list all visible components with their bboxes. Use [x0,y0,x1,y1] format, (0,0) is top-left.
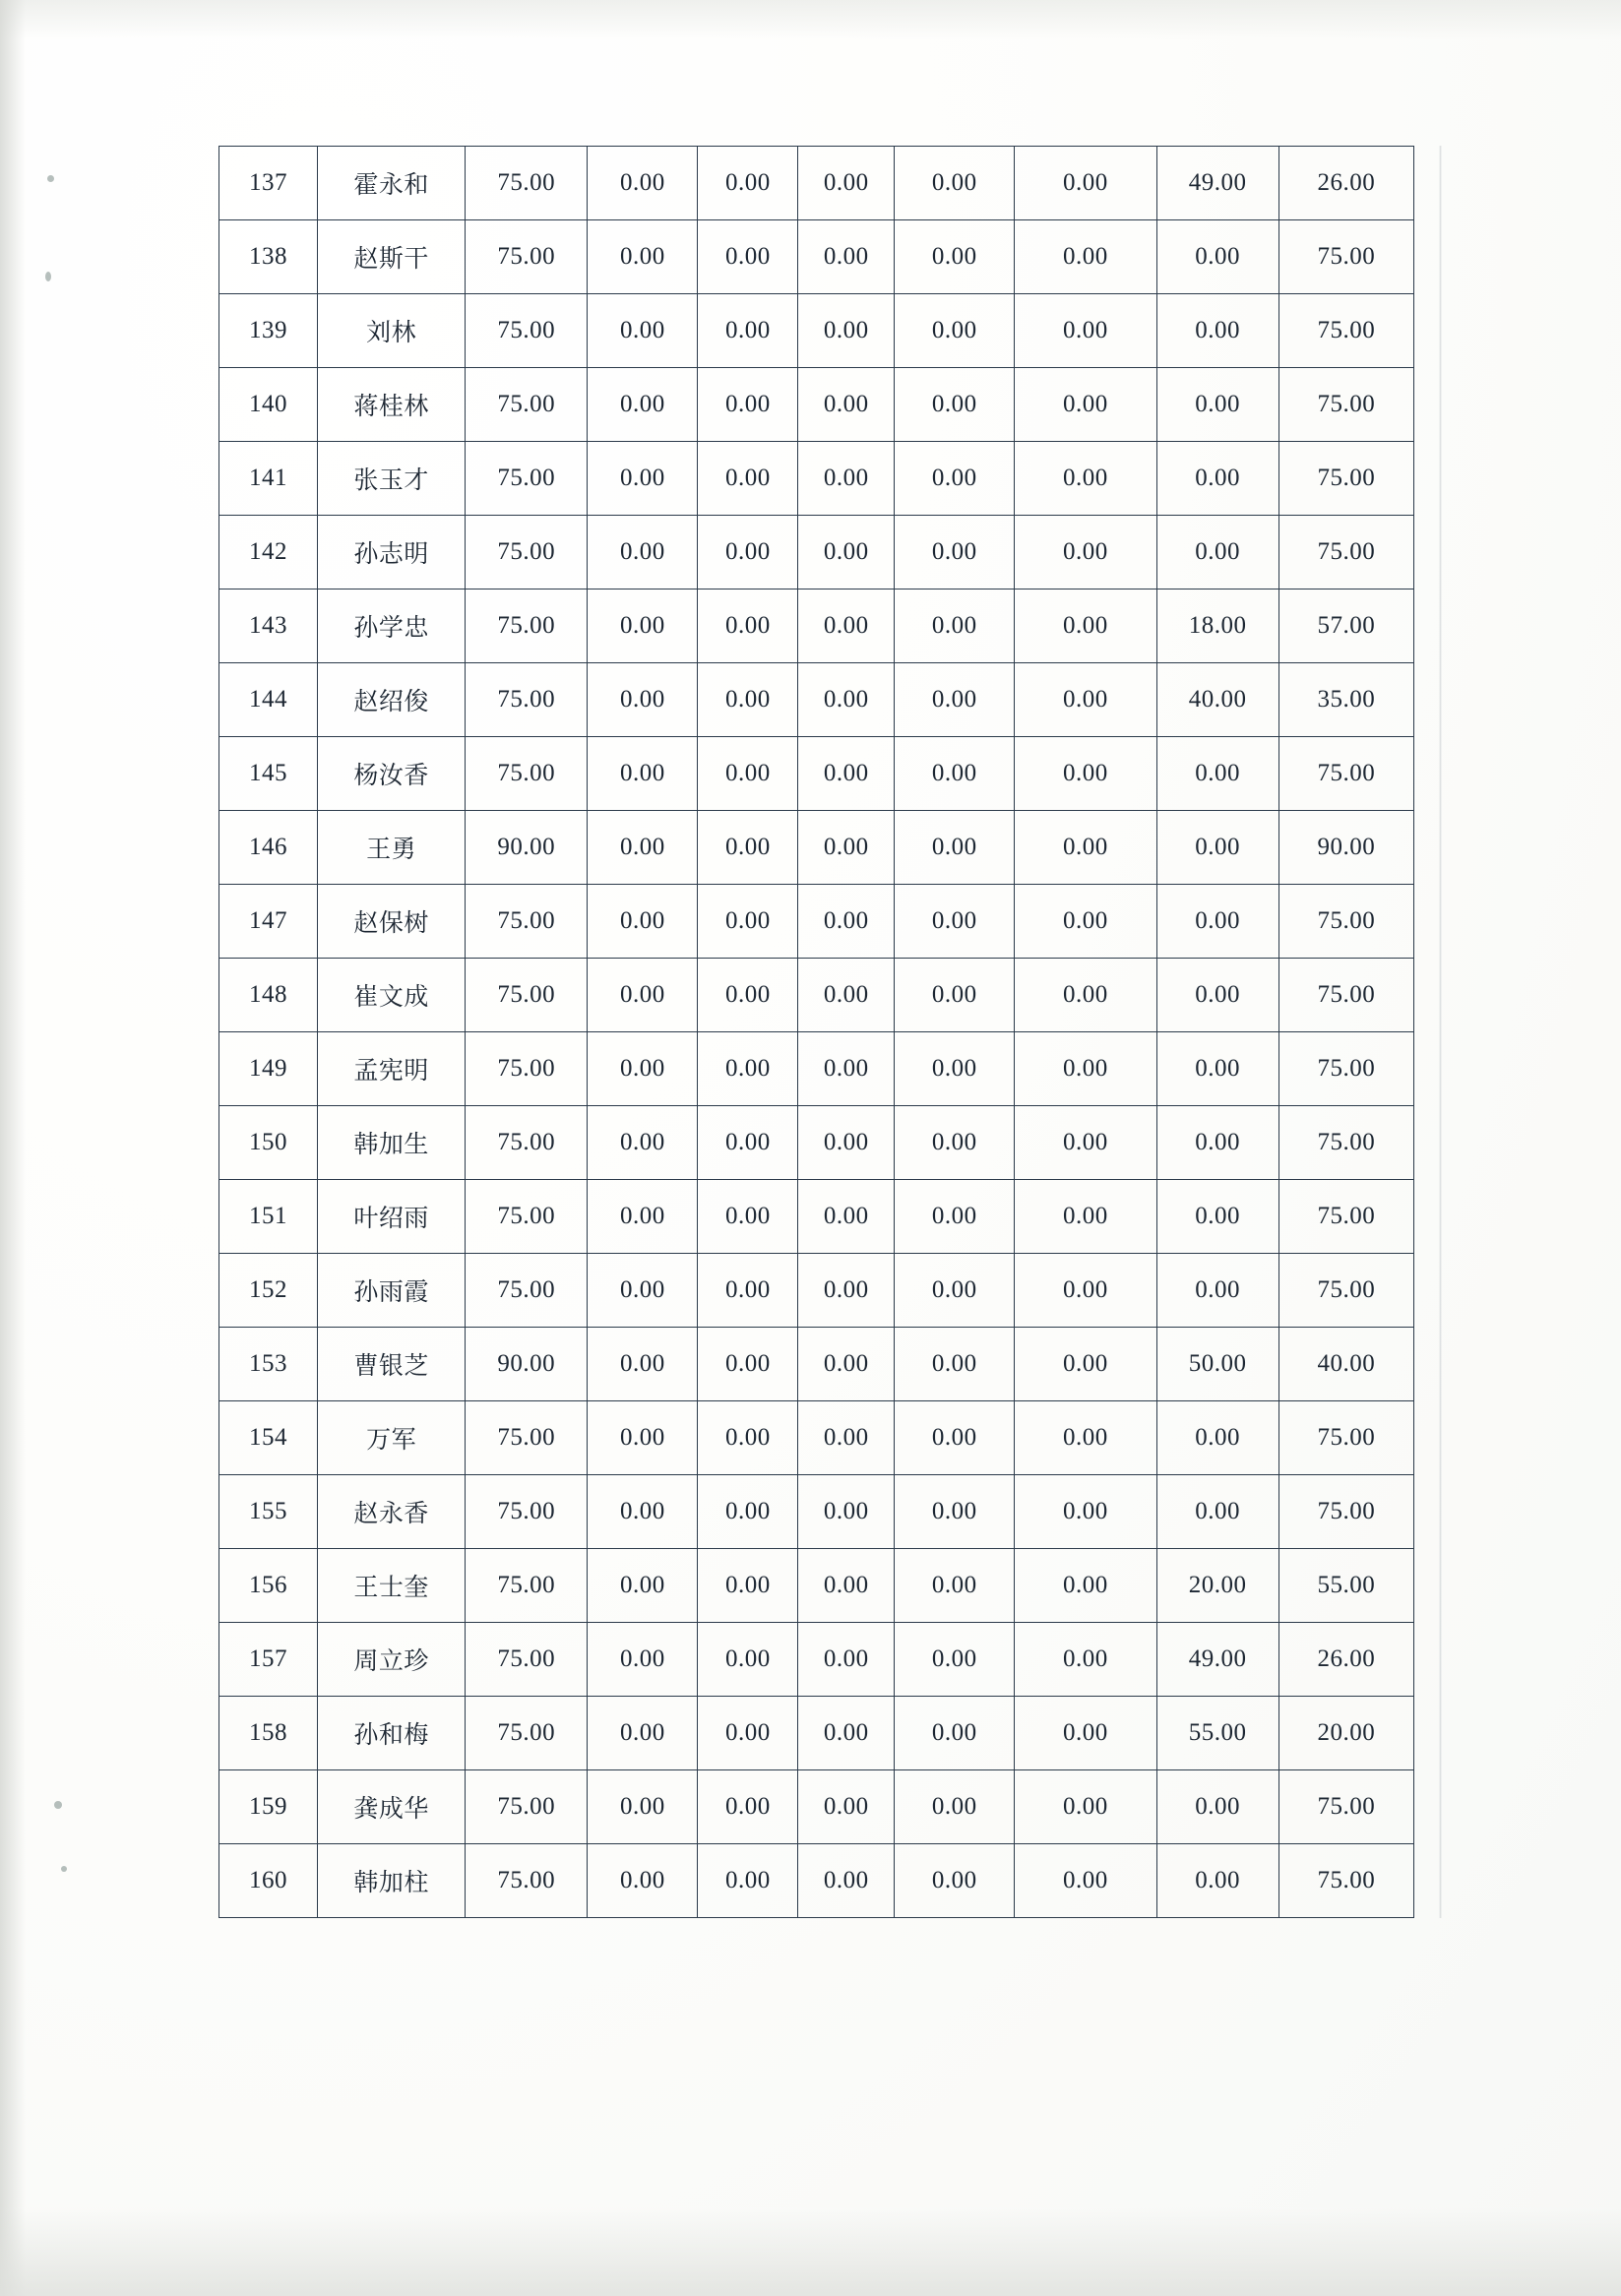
row-value-4: 0.00 [798,1032,895,1106]
row-value-4: 0.00 [798,147,895,220]
row-name: 刘林 [317,294,465,368]
row-value-7: 0.00 [1156,1770,1278,1844]
row-value-8: 26.00 [1278,1623,1413,1697]
table-row [219,1401,1414,1475]
row-value-6: 0.00 [1015,220,1156,294]
row-value-4: 0.00 [798,1475,895,1549]
table-row [219,1032,1414,1106]
row-value-1: 75.00 [466,1623,588,1697]
row-value-6: 0.00 [1015,959,1156,1032]
row-value-5: 0.00 [895,1697,1015,1770]
row-value-1: 90.00 [466,1328,588,1401]
row-value-2: 0.00 [588,1180,698,1254]
row-name: 赵保树 [317,885,465,959]
row-value-8: 75.00 [1278,1106,1413,1180]
row-index: 137 [219,147,318,220]
row-value-8: 75.00 [1278,959,1413,1032]
row-value-5: 0.00 [895,663,1015,737]
row-value-8: 75.00 [1278,516,1413,590]
row-value-1: 75.00 [466,959,588,1032]
row-value-5: 0.00 [895,590,1015,663]
row-value-1: 75.00 [466,1254,588,1328]
row-value-2: 0.00 [588,1623,698,1697]
row-value-6: 0.00 [1015,1401,1156,1475]
row-value-6: 0.00 [1015,1106,1156,1180]
row-value-8: 75.00 [1278,1254,1413,1328]
row-value-1: 75.00 [466,442,588,516]
row-value-7: 0.00 [1156,368,1278,442]
row-value-5: 0.00 [895,442,1015,516]
scan-edge-shadow-top [0,0,1621,39]
row-value-3: 0.00 [698,1770,798,1844]
row-name: 韩加柱 [317,1844,465,1918]
row-value-7: 55.00 [1156,1697,1278,1770]
row-value-6: 0.00 [1015,811,1156,885]
row-value-2: 0.00 [588,1032,698,1106]
row-value-1: 75.00 [466,368,588,442]
row-value-1: 75.00 [466,663,588,737]
table-row [219,1549,1414,1623]
row-name: 王勇 [317,811,465,885]
row-name: 叶绍雨 [317,1180,465,1254]
row-value-7: 0.00 [1156,1401,1278,1475]
row-value-3: 0.00 [698,1475,798,1549]
row-value-5: 0.00 [895,737,1015,811]
row-name: 霍永和 [317,147,465,220]
row-value-1: 75.00 [466,516,588,590]
table-row [219,1697,1414,1770]
row-name: 韩加生 [317,1106,465,1180]
row-value-7: 0.00 [1156,811,1278,885]
row-index: 147 [219,885,318,959]
row-index: 140 [219,368,318,442]
row-value-3: 0.00 [698,1032,798,1106]
row-value-4: 0.00 [798,1770,895,1844]
row-index: 144 [219,663,318,737]
row-value-2: 0.00 [588,737,698,811]
row-value-3: 0.00 [698,442,798,516]
row-name: 蒋桂林 [317,368,465,442]
row-value-1: 75.00 [466,737,588,811]
row-value-6: 0.00 [1015,1770,1156,1844]
row-value-8: 75.00 [1278,1770,1413,1844]
row-value-2: 0.00 [588,1328,698,1401]
row-index: 150 [219,1106,318,1180]
row-value-1: 75.00 [466,1106,588,1180]
row-value-4: 0.00 [798,1254,895,1328]
payment-table-body [219,147,1414,1918]
row-name: 曹银芝 [317,1328,465,1401]
row-index: 160 [219,1844,318,1918]
table-row [219,1844,1414,1918]
row-value-2: 0.00 [588,1844,698,1918]
row-value-5: 0.00 [895,368,1015,442]
row-value-7: 0.00 [1156,516,1278,590]
row-value-1: 75.00 [466,1475,588,1549]
table-row [219,1475,1414,1549]
row-value-1: 90.00 [466,811,588,885]
row-index: 155 [219,1475,318,1549]
row-value-3: 0.00 [698,1254,798,1328]
table-row [219,663,1414,737]
row-value-1: 75.00 [466,1770,588,1844]
row-value-8: 20.00 [1278,1697,1413,1770]
row-value-6: 0.00 [1015,1475,1156,1549]
row-value-7: 0.00 [1156,1475,1278,1549]
row-value-5: 0.00 [895,1106,1015,1180]
row-value-2: 0.00 [588,1549,698,1623]
table-row [219,368,1414,442]
row-value-2: 0.00 [588,516,698,590]
row-name: 孙志明 [317,516,465,590]
row-index: 153 [219,1328,318,1401]
table-row [219,516,1414,590]
row-value-1: 75.00 [466,294,588,368]
table-row [219,737,1414,811]
row-value-4: 0.00 [798,220,895,294]
row-value-6: 0.00 [1015,294,1156,368]
row-index: 148 [219,959,318,1032]
row-value-1: 75.00 [466,1032,588,1106]
row-value-3: 0.00 [698,1844,798,1918]
row-value-4: 0.00 [798,1844,895,1918]
row-value-6: 0.00 [1015,1844,1156,1918]
row-value-3: 0.00 [698,959,798,1032]
row-value-2: 0.00 [588,590,698,663]
row-value-2: 0.00 [588,1401,698,1475]
scan-speck [61,1866,67,1872]
row-value-8: 75.00 [1278,885,1413,959]
row-index: 141 [219,442,318,516]
row-value-5: 0.00 [895,885,1015,959]
row-value-5: 0.00 [895,959,1015,1032]
row-value-5: 0.00 [895,220,1015,294]
row-value-1: 75.00 [466,1180,588,1254]
row-value-1: 75.00 [466,1549,588,1623]
row-value-3: 0.00 [698,516,798,590]
row-name: 赵斯干 [317,220,465,294]
row-value-2: 0.00 [588,1770,698,1844]
row-index: 138 [219,220,318,294]
row-value-4: 0.00 [798,442,895,516]
row-value-7: 0.00 [1156,1180,1278,1254]
row-index: 152 [219,1254,318,1328]
row-value-6: 0.00 [1015,663,1156,737]
row-value-8: 75.00 [1278,368,1413,442]
row-value-4: 0.00 [798,294,895,368]
row-value-4: 0.00 [798,1549,895,1623]
row-value-7: 0.00 [1156,737,1278,811]
row-value-8: 75.00 [1278,1032,1413,1106]
row-value-7: 0.00 [1156,1106,1278,1180]
row-value-7: 0.00 [1156,1254,1278,1328]
row-value-3: 0.00 [698,1623,798,1697]
row-value-7: 50.00 [1156,1328,1278,1401]
row-value-3: 0.00 [698,811,798,885]
row-name: 万军 [317,1401,465,1475]
row-value-4: 0.00 [798,737,895,811]
scan-speck [47,175,54,182]
row-value-3: 0.00 [698,1549,798,1623]
row-value-7: 49.00 [1156,147,1278,220]
scan-speck [45,272,51,281]
row-value-3: 0.00 [698,1106,798,1180]
row-value-2: 0.00 [588,959,698,1032]
row-value-4: 0.00 [798,1180,895,1254]
row-value-6: 0.00 [1015,1549,1156,1623]
row-value-7: 0.00 [1156,1844,1278,1918]
row-value-4: 0.00 [798,959,895,1032]
row-value-6: 0.00 [1015,1623,1156,1697]
row-value-3: 0.00 [698,737,798,811]
row-value-5: 0.00 [895,1549,1015,1623]
row-index: 159 [219,1770,318,1844]
row-value-2: 0.00 [588,811,698,885]
row-value-5: 0.00 [895,1180,1015,1254]
row-value-6: 0.00 [1015,1032,1156,1106]
row-value-1: 75.00 [466,1844,588,1918]
table-row [219,885,1414,959]
row-index: 139 [219,294,318,368]
row-value-5: 0.00 [895,811,1015,885]
row-value-8: 75.00 [1278,1401,1413,1475]
row-name: 孟宪明 [317,1032,465,1106]
row-value-4: 0.00 [798,1401,895,1475]
row-name: 崔文成 [317,959,465,1032]
table-row [219,1180,1414,1254]
row-value-4: 0.00 [798,1697,895,1770]
row-value-3: 0.00 [698,147,798,220]
table-row [219,590,1414,663]
row-value-8: 75.00 [1278,220,1413,294]
row-value-8: 40.00 [1278,1328,1413,1401]
row-value-8: 57.00 [1278,590,1413,663]
row-value-3: 0.00 [698,1180,798,1254]
table-row [219,147,1414,220]
scan-edge-shadow-bottom [0,2207,1621,2296]
row-value-6: 0.00 [1015,368,1156,442]
row-value-7: 0.00 [1156,442,1278,516]
row-value-2: 0.00 [588,1697,698,1770]
row-value-6: 0.00 [1015,885,1156,959]
row-value-8: 35.00 [1278,663,1413,737]
row-value-4: 0.00 [798,811,895,885]
row-value-3: 0.00 [698,1401,798,1475]
row-value-8: 75.00 [1278,1475,1413,1549]
table-row [219,811,1414,885]
row-index: 149 [219,1032,318,1106]
row-value-2: 0.00 [588,1254,698,1328]
row-value-4: 0.00 [798,590,895,663]
row-value-2: 0.00 [588,1106,698,1180]
row-value-8: 75.00 [1278,737,1413,811]
row-value-6: 0.00 [1015,590,1156,663]
row-name: 杨汝香 [317,737,465,811]
row-value-6: 0.00 [1015,516,1156,590]
row-value-6: 0.00 [1015,737,1156,811]
row-value-3: 0.00 [698,1328,798,1401]
row-index: 158 [219,1697,318,1770]
row-value-5: 0.00 [895,147,1015,220]
row-value-2: 0.00 [588,220,698,294]
row-value-5: 0.00 [895,1328,1015,1401]
row-value-4: 0.00 [798,1106,895,1180]
row-value-8: 90.00 [1278,811,1413,885]
row-name: 赵永香 [317,1475,465,1549]
row-value-7: 20.00 [1156,1549,1278,1623]
row-value-5: 0.00 [895,516,1015,590]
row-value-4: 0.00 [798,885,895,959]
row-value-1: 75.00 [466,1697,588,1770]
row-value-8: 75.00 [1278,294,1413,368]
row-value-6: 0.00 [1015,1697,1156,1770]
row-name: 赵绍俊 [317,663,465,737]
payment-table-grid [218,146,1414,1918]
row-value-6: 0.00 [1015,147,1156,220]
table-row [219,1328,1414,1401]
row-index: 146 [219,811,318,885]
row-value-2: 0.00 [588,442,698,516]
row-value-7: 49.00 [1156,1623,1278,1697]
table-row [219,1106,1414,1180]
row-value-5: 0.00 [895,1032,1015,1106]
row-value-2: 0.00 [588,1475,698,1549]
row-value-5: 0.00 [895,1401,1015,1475]
row-index: 145 [219,737,318,811]
row-value-8: 75.00 [1278,1844,1413,1918]
row-value-6: 0.00 [1015,442,1156,516]
row-value-5: 0.00 [895,1254,1015,1328]
table-row [219,959,1414,1032]
scan-edge-shadow-left [0,0,26,2296]
row-name: 孙学忠 [317,590,465,663]
row-value-1: 75.00 [466,147,588,220]
row-value-7: 0.00 [1156,294,1278,368]
table-row [219,442,1414,516]
row-value-1: 75.00 [466,220,588,294]
row-value-4: 0.00 [798,663,895,737]
row-value-7: 0.00 [1156,885,1278,959]
row-index: 156 [219,1549,318,1623]
row-value-2: 0.00 [588,368,698,442]
payment-table [218,146,1414,1918]
row-index: 151 [219,1180,318,1254]
row-value-2: 0.00 [588,885,698,959]
row-value-5: 0.00 [895,1770,1015,1844]
row-value-4: 0.00 [798,1623,895,1697]
row-name: 孙和梅 [317,1697,465,1770]
scan-crease [1439,146,1442,1918]
row-value-5: 0.00 [895,1844,1015,1918]
row-name: 龚成华 [317,1770,465,1844]
row-value-6: 0.00 [1015,1180,1156,1254]
row-value-1: 75.00 [466,1401,588,1475]
row-index: 154 [219,1401,318,1475]
row-name: 周立珍 [317,1623,465,1697]
row-value-2: 0.00 [588,663,698,737]
row-value-5: 0.00 [895,1623,1015,1697]
row-value-1: 75.00 [466,590,588,663]
table-row [219,294,1414,368]
row-value-8: 26.00 [1278,147,1413,220]
row-value-2: 0.00 [588,147,698,220]
row-value-8: 75.00 [1278,1180,1413,1254]
table-row [219,220,1414,294]
row-value-3: 0.00 [698,220,798,294]
table-row [219,1254,1414,1328]
row-value-3: 0.00 [698,885,798,959]
row-value-8: 75.00 [1278,442,1413,516]
row-value-1: 75.00 [466,885,588,959]
row-value-3: 0.00 [698,368,798,442]
scan-speck [54,1801,62,1809]
row-value-4: 0.00 [798,516,895,590]
row-value-7: 0.00 [1156,220,1278,294]
row-value-6: 0.00 [1015,1328,1156,1401]
row-value-7: 0.00 [1156,959,1278,1032]
row-index: 143 [219,590,318,663]
table-row [219,1623,1414,1697]
row-index: 142 [219,516,318,590]
row-value-5: 0.00 [895,294,1015,368]
row-value-3: 0.00 [698,294,798,368]
row-value-4: 0.00 [798,368,895,442]
row-value-7: 18.00 [1156,590,1278,663]
row-name: 张玉才 [317,442,465,516]
row-value-5: 0.00 [895,1475,1015,1549]
row-value-2: 0.00 [588,294,698,368]
row-name: 孙雨霞 [317,1254,465,1328]
row-value-4: 0.00 [798,1328,895,1401]
row-index: 157 [219,1623,318,1697]
row-value-7: 0.00 [1156,1032,1278,1106]
row-name: 王士奎 [317,1549,465,1623]
table-row [219,1770,1414,1844]
row-value-3: 0.00 [698,1697,798,1770]
row-value-8: 55.00 [1278,1549,1413,1623]
row-value-6: 0.00 [1015,1254,1156,1328]
row-value-7: 40.00 [1156,663,1278,737]
row-value-3: 0.00 [698,663,798,737]
row-value-3: 0.00 [698,590,798,663]
